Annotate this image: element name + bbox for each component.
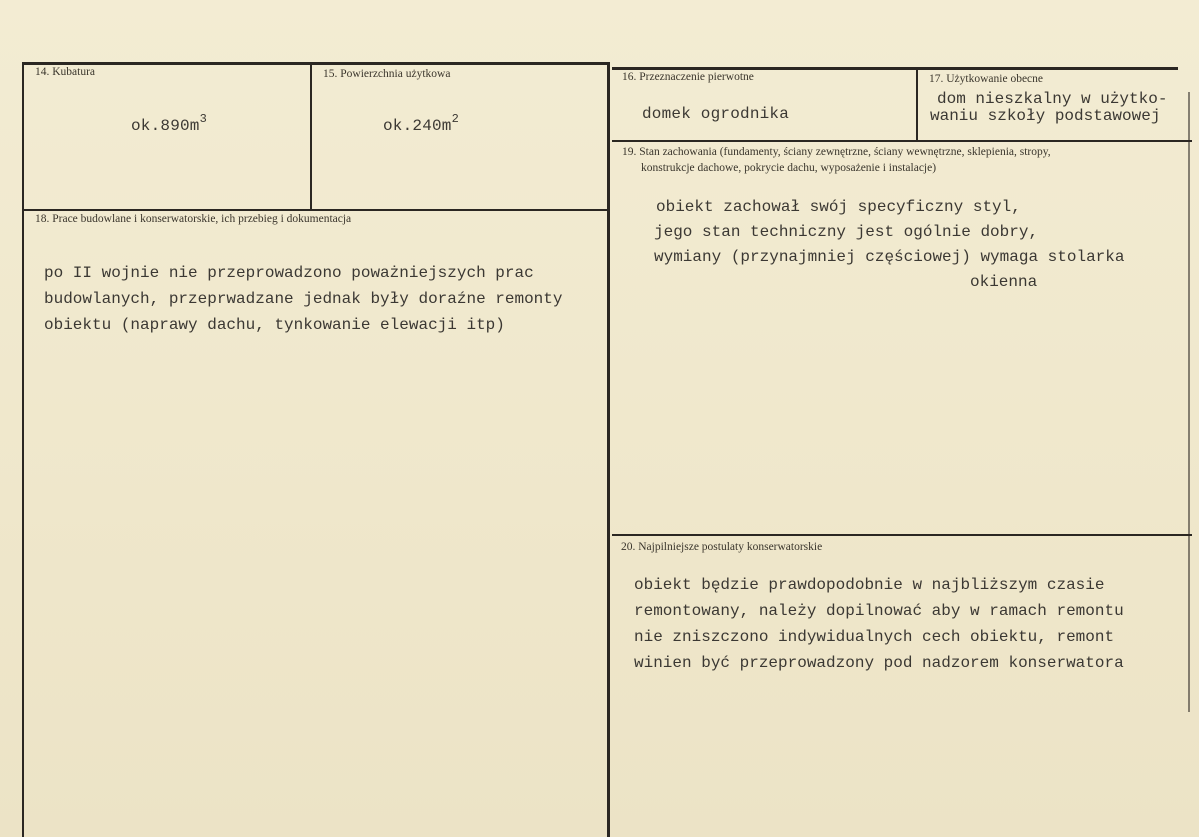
field-19-line: obiekt zachował swój specyficzny styl, — [656, 198, 1021, 216]
field-19-line: jego stan techniczny jest ogólnie dobry, — [654, 223, 1039, 241]
field-18-line: po II wojnie nie przeprowadzono poważniejszych prac — [44, 264, 534, 282]
field-19-label-line1: 19. Stan zachowania (fundamenty, ściany zewnętrzne, ściany wewnętrzne, sklepienia, stropy, — [622, 146, 1051, 158]
field-17-line: waniu szkoły podstawowej — [930, 107, 1161, 125]
field-14-value-text: ok.890m — [131, 117, 200, 135]
field-20-line: nie zniszczono indywidualnych cech obiektu, remont — [634, 628, 1115, 646]
field-19-label-line2: konstrukcje dachowe, pokrycie dachu, wyposażenie i instalacje) — [641, 162, 937, 174]
top-border-right — [612, 67, 1178, 70]
field-18-label: 18. Prace budowlane i konserwatorskie, ich przebieg i dokumentacja — [35, 213, 352, 225]
field-19-line: wymiany (przynajmniej częściowej) wymaga stolarka — [654, 248, 1125, 266]
field-18-line: budowlanych, przeprwadzane jednak były doraźne remonty — [44, 290, 563, 308]
field-15-value-text: ok.240m — [383, 117, 452, 135]
rule-under-14-15 — [22, 209, 610, 211]
field-17-line: dom nieszkalny w użytko- — [937, 90, 1168, 108]
rule-under-16-17 — [612, 140, 1192, 142]
field-20-line: remontowany, należy dopilnować aby w ramach remontu — [634, 602, 1124, 620]
field-14-label: 14. Kubatura — [35, 66, 96, 78]
field-17-label: 17. Użytkowanie obecne — [929, 73, 1044, 85]
field-16-value: domek ogrodnika — [642, 105, 790, 123]
left-border — [22, 62, 24, 837]
rule-above-20 — [612, 534, 1192, 536]
divider-16-17 — [916, 68, 918, 140]
top-border-left — [22, 62, 610, 65]
field-15-exponent: 2 — [451, 112, 460, 126]
field-16-label: 16. Przeznaczenie pierwotne — [622, 71, 754, 83]
field-20-line: obiekt będzie prawdopodobnie w najbliższym czasie — [634, 576, 1105, 594]
field-15-label: 15. Powierzchnia użytkowa — [323, 68, 451, 80]
divider-14-15 — [310, 64, 312, 209]
field-14-exponent: 3 — [199, 112, 208, 126]
field-20-line: winien być przeprowadzony pod nadzorem konserwatora — [634, 654, 1124, 672]
right-border — [1188, 92, 1190, 712]
field-19-line: okienna — [970, 273, 1038, 291]
field-20-label: 20. Najpilniejsze postulaty konserwatorskie — [621, 541, 823, 553]
center-divider — [607, 62, 610, 837]
field-18-line: obiektu (naprawy dachu, tynkowanie elewacji itp) — [44, 316, 505, 334]
field-15-value — [383, 112, 459, 135]
field-14-value — [131, 112, 207, 135]
